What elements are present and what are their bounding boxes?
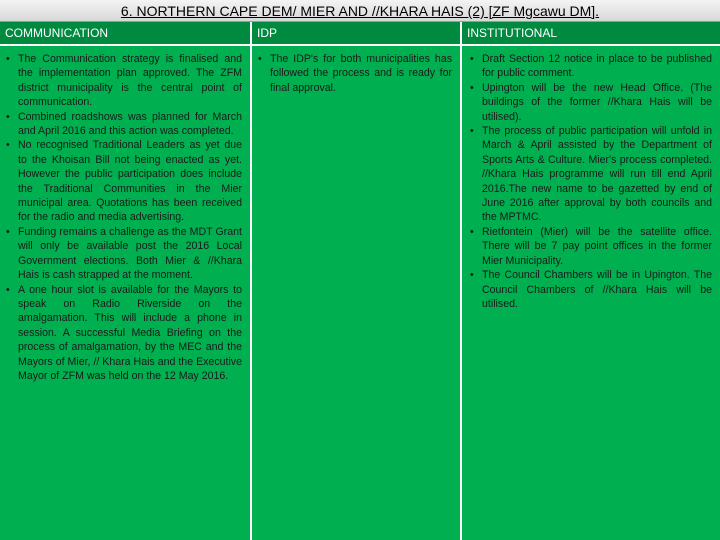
- bullet-item: • Rietfontein (Mier) will be the satellite office. There will be 7 pay point offices in the former Mier Municipality.: [482, 225, 712, 268]
- bullet-item: • The Council Chambers will be in Upington. The Council Chambers of //Khara Hais will be utilised.: [482, 268, 712, 311]
- bullet-list-idp: [252, 46, 460, 95]
- column-header-institutional: INSTITUTIONAL: [462, 22, 720, 46]
- bullet-item: • Upington will be the new Head Office. (The buildings of the former //Khara Hais will be utilised).: [482, 81, 712, 124]
- column-header-idp: IDP: [252, 22, 460, 46]
- column-communication: [0, 22, 252, 540]
- slide-title: 6. NORTHERN CAPE DEM/ MIER AND //KHARA HAIS (2) [ZF Mgcawu DM].: [120, 3, 600, 19]
- bullet-item: • The IDP's for both municipalities has followed the process and is ready for final approval.: [270, 52, 452, 95]
- bullet-item: • The process of public participation will unfold in March & April assisted by the Department of Sports Arts & Culture. Mier's process completed. //Khara Hais programme will run till end April 2016.The new name to be gazetted by end of June 2016 after approval by both councils and the MPTMC.: [482, 124, 712, 225]
- bullet-item: • No recognised Traditional Leaders as yet due to the Khoisan Bill not being enacted as yet. However the public participation does include the Traditional Communities in the Mier municipal area. Quotations has been received for the radio and media advertising.: [18, 138, 242, 224]
- bullet-item: • Combined roadshows was planned for March and April 2016 and this action was completed.: [18, 110, 242, 139]
- column-idp: [252, 22, 462, 540]
- bullet-list-communication: [0, 46, 250, 383]
- bullet-list-institutional: [462, 46, 720, 311]
- column-header-communication: COMMUNICATION: [0, 22, 250, 46]
- bullet-item: • Funding remains a challenge as the MDT Grant will only be available post the 2016 Local Government elections. Both Mier & //Khara Hais is cash strapped at the moment.: [18, 225, 242, 283]
- bullet-item: • Draft Section 12 notice in place to be published for public comment.: [482, 52, 712, 81]
- content-table: [0, 22, 720, 540]
- bullet-item: • The Communication strategy is finalised and the implementation plan approved. The ZFM district municipality is the central point of communication.: [18, 52, 242, 110]
- title-bar: [0, 0, 720, 22]
- bullet-item: • A one hour slot is available for the Mayors to speak on Radio Riverside on the amalgamation. This will include a phone in session. A successful Media Briefing on the process of amalgamation, by the MEC and the Mayors of Mier, // Khara Hais and the Executive Mayor of ZFM was held on the 12 May 2016.: [18, 283, 242, 384]
- column-institutional: [462, 22, 720, 540]
